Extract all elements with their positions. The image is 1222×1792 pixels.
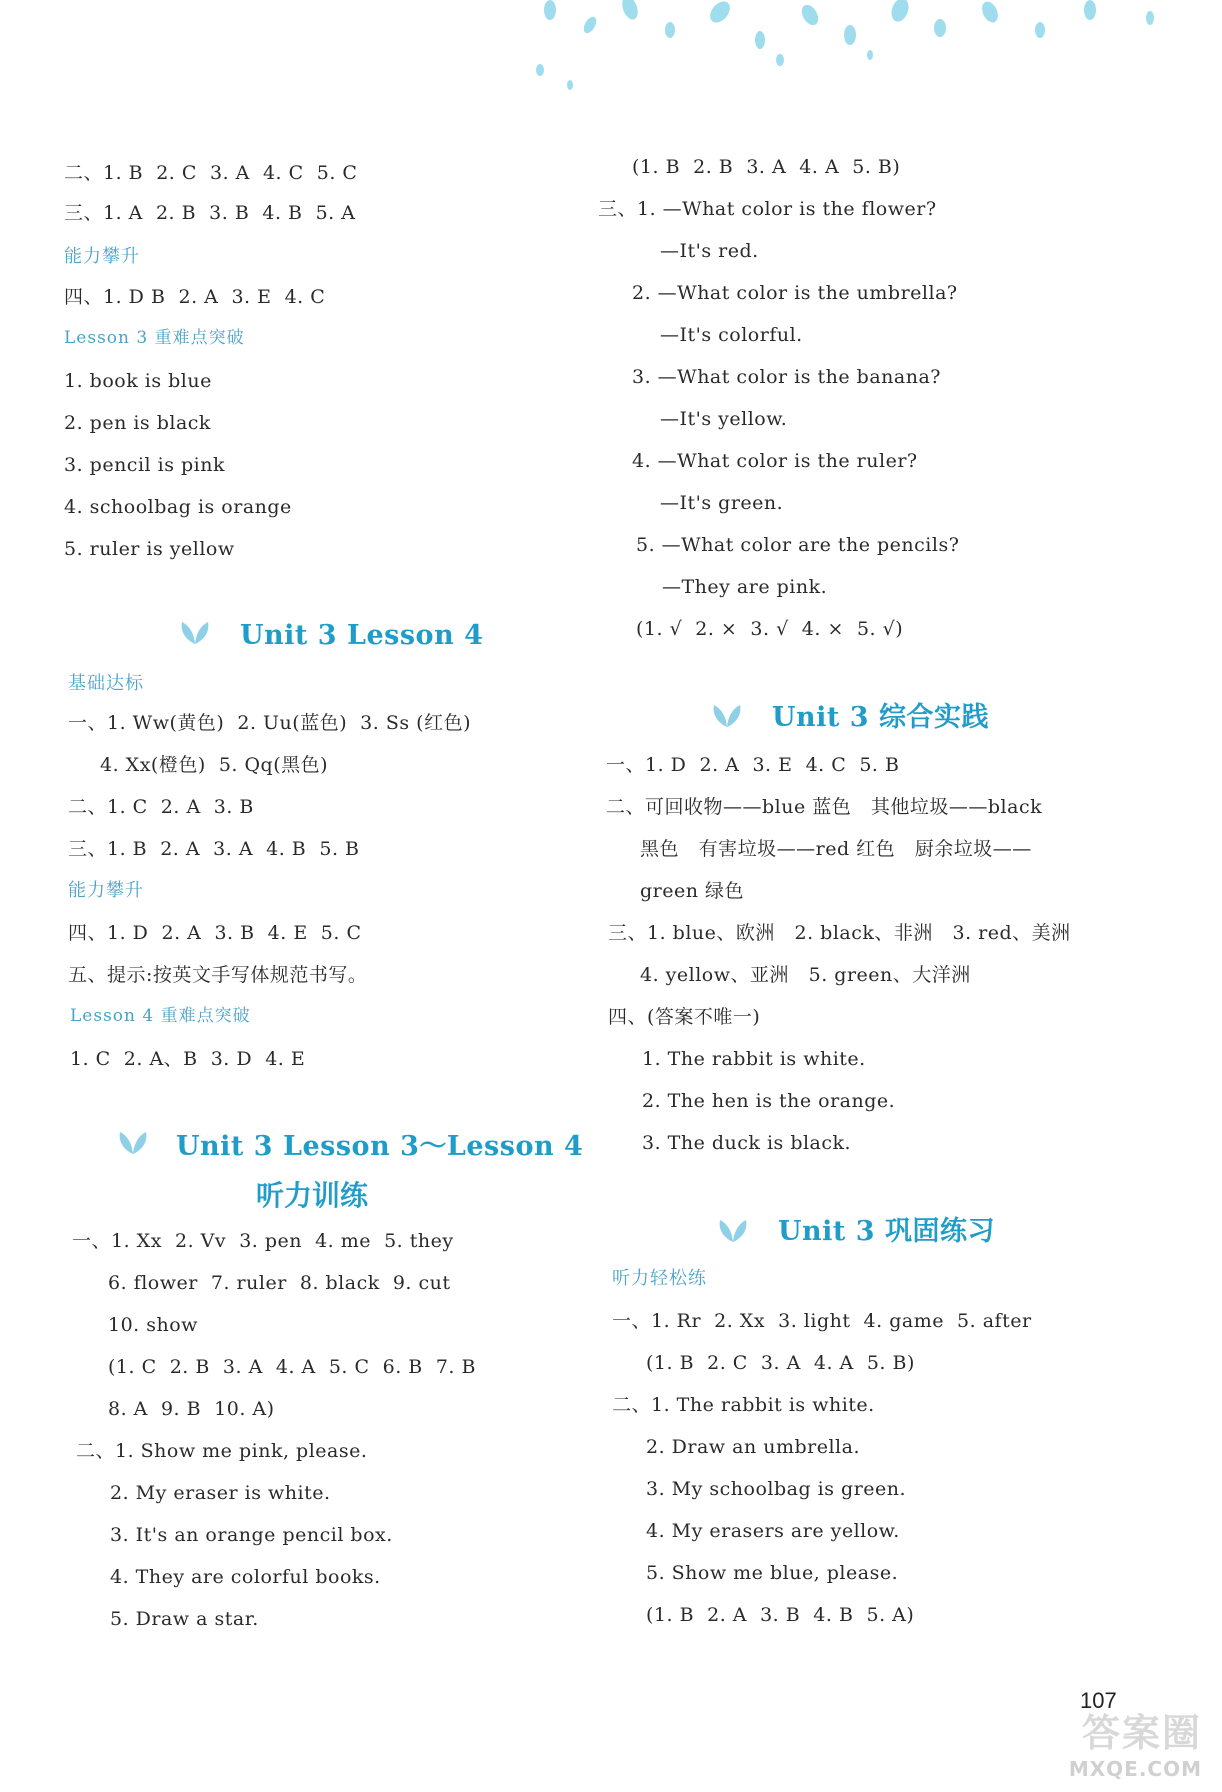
answer-line: 二、可回收物——blue 蓝色 其他垃圾——black	[606, 796, 1043, 818]
answer-line: 1. The rabbit is white.	[642, 1048, 866, 1070]
answer-line: 5. Draw a star.	[110, 1608, 259, 1630]
unit-title: Unit 3 Lesson 4	[240, 620, 484, 651]
leaf-icon	[178, 620, 212, 646]
answer-line: 四、1. D B 2. A 3. E 4. C	[64, 286, 326, 308]
answer-line: 5. Show me blue, please.	[646, 1562, 899, 1584]
watermark-text: 答案圈	[1081, 1711, 1202, 1755]
answer-line: —They are pink.	[662, 576, 828, 598]
answer-line: 一、1. Rr 2. Xx 3. light 4. game 5. after	[612, 1310, 1032, 1332]
answer-line: green 绿色	[640, 880, 745, 902]
answer-line: 2. —What color is the umbrella?	[632, 282, 958, 304]
answer-line: 4. yellow、亚洲 5. green、大洋洲	[640, 964, 971, 986]
leaf-icon	[116, 1130, 150, 1156]
leaf-icon	[716, 1218, 750, 1244]
section-label: 基础达标	[68, 673, 144, 694]
unit-title: Unit 3 综合实践	[772, 702, 989, 733]
section-label: Lesson 3 重难点突破	[64, 328, 245, 348]
answer-line: 1. C 2. A、B 3. D 4. E	[70, 1048, 306, 1070]
answer-line: 10. show	[108, 1314, 198, 1336]
answer-line: (1. √ 2. × 3. √ 4. × 5. √)	[636, 618, 904, 640]
answer-line: 二、1. The rabbit is white.	[612, 1394, 875, 1416]
answer-line: —It's yellow.	[660, 408, 788, 430]
unit-title: Unit 3 Lesson 3～Lesson 4	[176, 1131, 584, 1162]
answer-line: 5. —What color are the pencils?	[636, 534, 960, 556]
answer-line: 6. flower 7. ruler 8. black 9. cut	[108, 1272, 451, 1294]
answer-line: —It's colorful.	[660, 324, 803, 346]
answer-line: 2. Draw an umbrella.	[646, 1436, 860, 1458]
answer-line: 三、1. B 2. A 3. A 4. B 5. B	[68, 838, 360, 860]
answer-line: 1. book is blue	[64, 370, 212, 392]
answer-line: 4. Xx(橙色) 5. Qq(黑色)	[100, 754, 329, 776]
page-number: 107	[1080, 1688, 1117, 1713]
answer-line: 五、提示:按英文手写体规范书写。	[68, 964, 368, 986]
unit-subtitle: 听力训练	[256, 1179, 369, 1212]
answer-line: —It's red.	[660, 240, 759, 262]
answer-line: 3. The duck is black.	[642, 1132, 852, 1154]
answer-line: (1. B 2. B 3. A 4. A 5. B)	[632, 156, 901, 178]
answer-line: 4. They are colorful books.	[110, 1566, 381, 1588]
answer-line: 三、1. —What color is the flower?	[598, 198, 937, 220]
section-label: 听力轻松练	[612, 1268, 707, 1289]
answer-line: 黑色 有害垃圾——red 红色 厨余垃圾——	[640, 838, 1032, 860]
answer-line: 5. ruler is yellow	[64, 538, 235, 560]
answer-line: 3. pencil is pink	[64, 454, 226, 476]
answer-line: 4. —What color is the ruler?	[632, 450, 918, 472]
answer-line: 一、1. Xx 2. Vv 3. pen 4. me 5. they	[72, 1230, 454, 1252]
answer-line: 一、1. Ww(黄色) 2. Uu(蓝色) 3. Ss (红色)	[68, 712, 471, 734]
answer-line: 2. My eraser is white.	[110, 1482, 331, 1504]
answer-line: (1. C 2. B 3. A 4. A 5. C 6. B 7. B	[108, 1356, 476, 1378]
answer-line: 3. My schoolbag is green.	[646, 1478, 907, 1500]
watermark-url: MXQE.COM	[1068, 1757, 1202, 1781]
answer-line: 3. —What color is the banana?	[632, 366, 941, 388]
answer-line: 一、1. D 2. A 3. E 4. C 5. B	[606, 754, 900, 776]
answer-line: 二、1. C 2. A 3. B	[68, 796, 254, 818]
section-label: 能力攀升	[68, 880, 144, 901]
answer-line: 二、1. Show me pink, please.	[76, 1440, 368, 1462]
answer-line: 四、(答案不唯一)	[608, 1006, 761, 1028]
answer-line: (1. B 2. C 3. A 4. A 5. B)	[646, 1352, 915, 1374]
answer-line: 二、1. B 2. C 3. A 4. C 5. C	[64, 162, 358, 184]
watermark-logo	[1032, 1702, 1202, 1782]
answer-line: 2. pen is black	[64, 412, 211, 434]
answer-line: 三、1. blue、欧洲 2. black、非洲 3. red、美洲	[608, 922, 1071, 944]
section-label: Lesson 4 重难点突破	[70, 1006, 251, 1026]
answer-line: 2. The hen is the orange.	[642, 1090, 896, 1112]
answer-line: —It's green.	[660, 492, 784, 514]
answer-line: 四、1. D 2. A 3. B 4. E 5. C	[68, 922, 362, 944]
answer-line: 8. A 9. B 10. A)	[108, 1398, 275, 1420]
answer-line: 4. My erasers are yellow.	[646, 1520, 900, 1542]
answer-line: (1. B 2. A 3. B 4. B 5. A)	[646, 1604, 915, 1626]
section-label: 能力攀升	[64, 246, 140, 267]
answer-line: 4. schoolbag is orange	[64, 496, 292, 518]
leaf-decoration	[520, 0, 1220, 95]
answer-line: 3. It's an orange pencil box.	[110, 1524, 393, 1546]
unit-title: Unit 3 巩固练习	[778, 1216, 995, 1247]
answer-line: 三、1. A 2. B 3. B 4. B 5. A	[64, 202, 356, 224]
leaf-icon	[710, 703, 744, 729]
